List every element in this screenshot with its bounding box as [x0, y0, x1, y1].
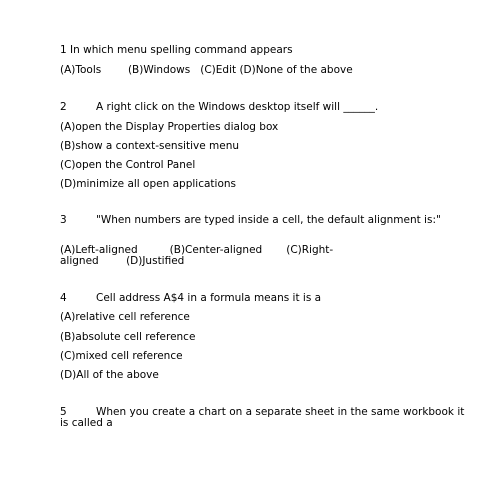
question-5-text: When you create a chart on a separate sheet in the same workbook it is called a	[60, 406, 465, 429]
q2-option-c: (C)open the Control Panel	[60, 159, 196, 171]
q1-option-a: (A)Tools	[60, 64, 102, 76]
question-4	[60, 292, 321, 304]
q4-option-a: (A)relative cell reference	[60, 311, 190, 323]
question-4-number: 4	[60, 292, 67, 304]
q3-option-d: (D)Justified	[126, 255, 185, 267]
q3-option-a: (A)Left-aligned	[60, 244, 138, 256]
question-3-number: 3	[60, 214, 67, 226]
q3-option-b: (B)Center-aligned	[169, 244, 263, 256]
q4-option-b: (B)absolute cell reference	[60, 331, 196, 343]
question-3-options	[60, 245, 360, 267]
question-5-number: 5	[60, 406, 67, 418]
q2-option-b: (B)show a context-sensitive menu	[60, 140, 240, 152]
q1-option-b: (B)Windows	[127, 64, 191, 76]
question-2-number: 2	[60, 101, 67, 113]
q4-option-c: (C)mixed cell reference	[60, 350, 183, 362]
question-4-text: Cell address A$4 in a formula means it is a	[96, 292, 322, 304]
q1-option-c: (C)Edit	[200, 64, 237, 76]
q1-option-d: (D)None of the above	[239, 64, 353, 76]
question-2-text: A right click on the Windows desktop itself will ______.	[96, 101, 379, 113]
question-1: 1 In which menu spelling command appears	[60, 44, 293, 56]
q2-option-d: (D)minimize all open applications	[60, 178, 236, 190]
question-2	[60, 101, 378, 113]
q3-option-c: (C)Right-aligned	[60, 244, 334, 267]
question-3-text: "When numbers are typed inside a cell, the default alignment is:"	[96, 214, 441, 226]
question-3	[60, 215, 470, 226]
question-5	[60, 407, 470, 429]
q4-option-d: (D)All of the above	[60, 369, 159, 381]
question-1-options	[60, 64, 353, 76]
q2-option-a: (A)open the Display Properties dialog box	[60, 121, 279, 133]
